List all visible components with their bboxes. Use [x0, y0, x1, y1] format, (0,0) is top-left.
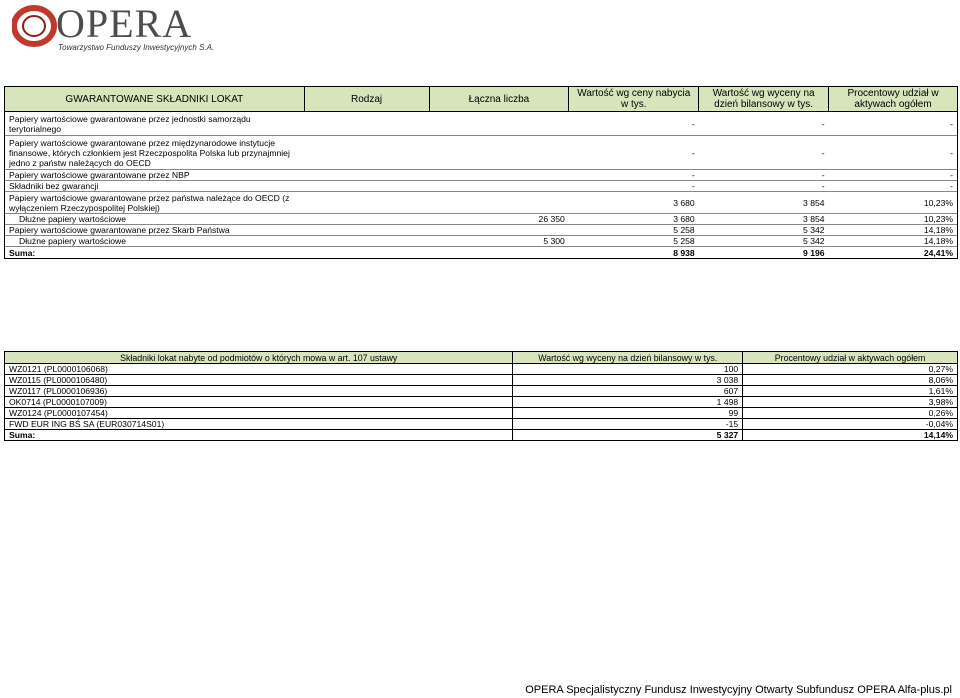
row-share: 0,27%: [743, 364, 958, 375]
row-valuation: -: [821, 147, 825, 158]
row-valuation: -: [821, 170, 825, 180]
row-label: Papiery wartościowe gwarantowane przez Skarb Państwa: [5, 225, 305, 236]
row-purchase: 5 258: [673, 236, 695, 246]
sum-empty-cell: [304, 247, 429, 259]
header-type: Rodzaj: [304, 87, 429, 112]
row-label: Składniki bez gwarancji: [5, 181, 305, 192]
header-assets: Składniki lokat nabyte od podmiotów o których mowa w art. 107 ustawy: [5, 352, 513, 364]
sum-share: 24,41%: [829, 247, 958, 259]
row-share: 10,23%: [829, 214, 958, 225]
table-row: [5, 397, 958, 408]
row-quantity: 26 350: [538, 214, 565, 224]
row-share: 0,26%: [743, 408, 958, 419]
row-type: [304, 214, 429, 225]
row-share: 3,98%: [743, 397, 958, 408]
row-label: Papiery wartościowe gwarantowane przez państwa należące do OECD (z wyłączeniem Rzeczypospolitej Polskiej): [5, 192, 305, 214]
table-row: [5, 375, 958, 386]
row-valuation: -: [821, 118, 825, 129]
row-purchase: -: [691, 170, 695, 180]
sum-label: Suma:: [5, 247, 305, 259]
header-share: Procentowy udział w aktywach ogółem: [829, 87, 958, 112]
table-row: [5, 236, 958, 247]
table-row: [5, 408, 958, 419]
row-type: [304, 236, 429, 247]
row-label: Papiery wartościowe gwarantowane przez jednostki samorządu terytorialnego: [5, 112, 305, 136]
row-share: 14,18%: [829, 236, 958, 247]
row-purchase: 5 258: [673, 225, 695, 235]
row-quantity: [429, 192, 569, 214]
row-label: WZ0124 (PL0000107454): [5, 408, 513, 419]
row-valuation: 100: [513, 364, 743, 375]
row-quantity: [429, 225, 569, 236]
row-label: FWD EUR ING BŚ SA (EUR030714S01): [5, 419, 513, 430]
sum-share: 14,14%: [743, 430, 958, 441]
row-type: [304, 112, 429, 136]
row-label: OK0714 (PL0000107009): [5, 397, 513, 408]
sum-label: Suma:: [5, 430, 513, 441]
row-purchase: 3 680: [673, 197, 695, 208]
table-header-row: [5, 87, 958, 112]
row-type: [304, 170, 429, 181]
row-valuation: 5 342: [803, 225, 825, 235]
row-share: -: [829, 181, 958, 192]
row-share: -0,04%: [743, 419, 958, 430]
row-valuation: -15: [513, 419, 743, 430]
row-share: 8,06%: [743, 375, 958, 386]
table-row: [5, 364, 958, 375]
header-purchase-value: Wartość wg ceny nabycia w tys.: [569, 87, 699, 112]
row-type: [304, 225, 429, 236]
row-label: Papiery wartościowe gwarantowane przez NBP: [5, 170, 305, 181]
header-assets: GWARANTOWANE SKŁADNIKI LOKAT: [5, 87, 305, 112]
row-type: [304, 192, 429, 214]
row-valuation: 99: [513, 408, 743, 419]
sum-valuation: 9 196: [699, 247, 829, 259]
table-header-row: [5, 352, 958, 364]
table-row: [5, 214, 958, 225]
table-row: [5, 225, 958, 236]
logo-wordmark: OPERA: [56, 1, 193, 46]
row-type: [304, 136, 429, 170]
related-party-assets-table: [4, 351, 958, 441]
row-share: 1,61%: [743, 386, 958, 397]
guaranteed-assets-table: [4, 86, 958, 259]
sum-purchase: 8 938: [569, 247, 699, 259]
logo-subtitle: Towarzystwo Funduszy Inwestycyjnych S.A.: [58, 43, 215, 52]
sum-row: [5, 247, 958, 259]
sum-empty-cell: [429, 247, 569, 259]
row-valuation: 607: [513, 386, 743, 397]
row-valuation: -: [821, 181, 825, 191]
row-valuation: 3 854: [803, 214, 825, 224]
header-valuation: Wartość wg wyceny na dzień bilansowy w tys.: [699, 87, 829, 112]
row-purchase: -: [691, 147, 695, 158]
header-quantity: Łączna liczba: [429, 87, 569, 112]
sum-row: [5, 430, 958, 441]
header-share: Procentowy udział w aktywach ogółem: [743, 352, 958, 364]
row-quantity: [429, 136, 569, 170]
page-footer: OPERA Specjalistyczny Fundusz Inwestycyjny Otwarty Subfundusz OPERA Alfa-plus.pl: [525, 684, 952, 696]
row-valuation: 1 498: [513, 397, 743, 408]
row-share: -: [829, 170, 958, 181]
table-row: [5, 136, 958, 170]
row-label: Papiery wartościowe gwarantowane przez międzynarodowe instytucje finansowe, których członkiem jest Rzeczpospolita Polska lub przynajmniej jedno z państw należących do OECD: [5, 136, 305, 170]
row-share: -: [829, 112, 958, 136]
row-quantity: [429, 181, 569, 192]
row-purchase: -: [691, 118, 695, 129]
row-valuation: 3 038: [513, 375, 743, 386]
table-row: [5, 112, 958, 136]
table-row: [5, 181, 958, 192]
row-share: -: [829, 136, 958, 170]
row-quantity: [429, 170, 569, 181]
sum-valuation: 5 327: [513, 430, 743, 441]
opera-logo: [12, 1, 215, 52]
row-valuation: 3 854: [803, 197, 825, 208]
row-share: 14,18%: [829, 225, 958, 236]
row-quantity: 5 300: [543, 236, 565, 246]
row-type: [304, 181, 429, 192]
row-valuation: 5 342: [803, 236, 825, 246]
table-row: [5, 419, 958, 430]
row-label: WZ0115 (PL0000106480): [5, 375, 513, 386]
header-valuation: Wartość wg wyceny na dzień bilansowy w tys.: [513, 352, 743, 364]
table-row: [5, 192, 958, 214]
row-label: WZ0121 (PL0000106068): [5, 364, 513, 375]
row-purchase: -: [691, 181, 695, 191]
row-purchase: 3 680: [673, 214, 695, 224]
table-row: [5, 170, 958, 181]
row-label: WZ0117 (PL0000106936): [5, 386, 513, 397]
row-quantity: [429, 112, 569, 136]
table-row: [5, 386, 958, 397]
logo-swirl-icon: [12, 4, 62, 50]
row-label: Dłużne papiery wartościowe: [5, 214, 305, 225]
row-share: 10,23%: [829, 192, 958, 214]
row-label: Dłużne papiery wartościowe: [5, 236, 305, 247]
